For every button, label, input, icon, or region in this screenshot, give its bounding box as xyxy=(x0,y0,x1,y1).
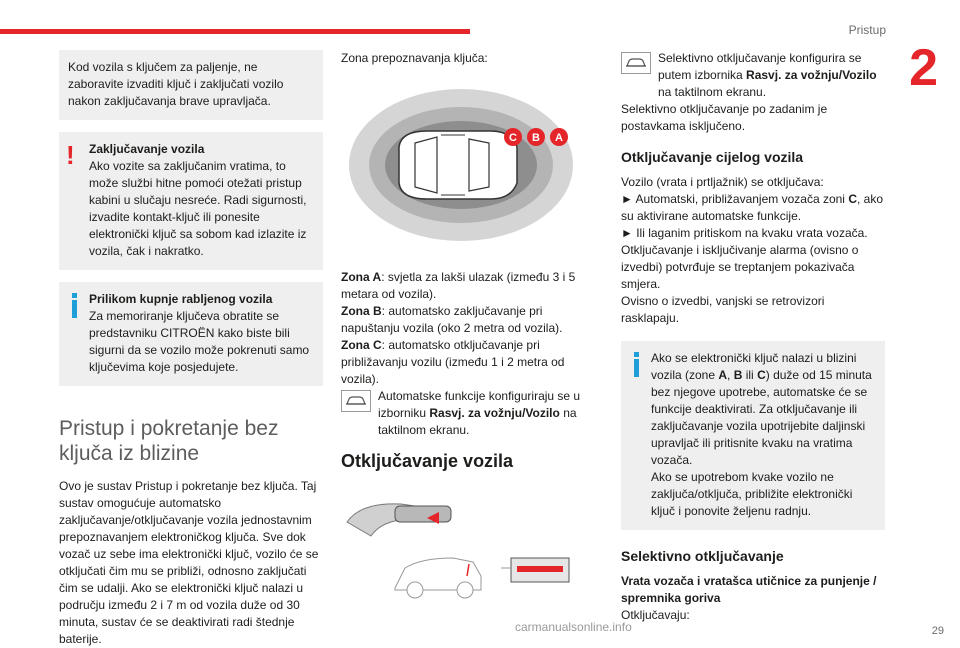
column-middle xyxy=(341,50,581,609)
info-box xyxy=(59,282,323,386)
intro-paragraph: Ovo je sustav Pristup i pokretanje bez ključa. Taj sustav omogućuje automatsko zaključavanje/otključavanje vozila jednostavnim prepoznavanjem elektroničkog ključa. Sve dok vozač uz sebe ima elektronički ključ, vozilo će se otključati čim mu se približi, odnosno zaključati čim se udalji. Ako se elektronički ključ nalazi u području između 2 i 7 m od vozila duže od 30 minuta, sustav će se deaktivirati radi štednje baterije. xyxy=(59,479,319,646)
warning-title: Zaključavanje vozila xyxy=(89,142,205,156)
info-zones-second: Ako se upotrebom kvake vozilo ne zaključa/otključa, približite elektronički ključ i ponovite željenu radnju. xyxy=(651,470,853,518)
selective-subheading: Vrata vozača i vratašca utičnice za punjenje / spremnika goriva xyxy=(621,574,877,605)
zone-b-desc: Zona B: automatsko zaključavanje pri napuštanju vozila (oko 2 metra od vozila). xyxy=(341,304,563,335)
selective-heading: Selektivno otključavanje xyxy=(621,548,784,564)
header-accent-bar xyxy=(0,29,470,34)
config-note: Automatske funkcije konfiguriraju se u izborniku Rasvj. za vožnju/Vozilo na taktilnom ekranu. xyxy=(341,388,581,439)
zone-marker-a: A xyxy=(555,132,563,144)
section-header-title: Pristup xyxy=(848,23,886,37)
info-icon xyxy=(630,352,643,378)
watermark: carmanualsonline.info xyxy=(515,620,632,634)
selective-config-note: Selektivno otključavanje konfigurira se putem izbornika Rasvj. za vožnju/Vozilo na taktilnom ekranu. xyxy=(621,50,885,101)
selective-default: Selektivno otključavanje po zadanim je postavkama isključeno. xyxy=(621,102,828,133)
door-handle-illustration xyxy=(341,484,581,604)
bullet-handle: ► Ili laganim pritiskom na kvaku vrata vozača. xyxy=(621,226,868,240)
zone-markers xyxy=(504,128,568,146)
zone-marker-c: C xyxy=(509,132,517,144)
warning-icon: ! xyxy=(66,140,75,170)
column-left xyxy=(59,50,323,648)
chapter-number: 2 xyxy=(909,39,938,97)
section-title: Pristup i pokretanje bez ključa iz blizine xyxy=(59,417,279,465)
mirrors-text: Ovisno o izvedbi, vanjski se retrovizori rasklapaju. xyxy=(621,294,825,325)
info-body: Za memoriranje ključeva obratite se predstavniku CITROËN kako biste bili sigurni da se vozilo može pokrenuti samo ključevima koje posjedujete. xyxy=(89,309,310,374)
warning-body: Ako vozite sa zaključanim vratima, to može službi hitne pomoći otežati pristup kabini u slučaju nesreće. Radi sigurnosti, izvadite kontakt-ključ ili ponesite elektronički ključ sa sobom kad izlazite iz vozila, čak i nakratko. xyxy=(89,159,307,258)
info-icon xyxy=(68,293,81,319)
car-top-view-icon xyxy=(399,131,517,199)
zone-marker-b: B xyxy=(532,132,540,144)
warning-box xyxy=(59,132,323,270)
note-box xyxy=(59,50,323,120)
car-settings-icon xyxy=(341,390,371,412)
car-settings-icon xyxy=(621,52,651,74)
info-zones-text: Ako se elektronički ključ nalazi u blizini vozila (zone A, B ili C) duže od 15 minuta bez njegove upotrebe, automatske će se funkcije deaktivirati. Za otključavanje ili zaključavanje vozila upotrijebite daljinski upravljač ili pritisnite kvaku na vratima vozača. xyxy=(651,351,872,467)
bullet-automatic: ► Automatski, približavanjem vozača zoni C, ako su aktivirane automatske funkcije. xyxy=(621,192,883,223)
unlock-heading: Otključavanje vozila xyxy=(341,451,514,471)
zone-a-desc: Zona A: svjetla za lakši ulazak (između 3 i 5 metara od vozila). xyxy=(341,270,576,301)
info-box-zones xyxy=(621,341,885,530)
alarm-text: Otključavanje i isključivanje alarma (ovisno o izvedbi) potvrđuje se treptanjem pokazivača smjera. xyxy=(621,243,859,291)
unlock-intro: Vozilo (vrata i prtljažnik) se otključava: xyxy=(621,175,824,189)
zone-c-desc: Zona C: automatsko otključavanje pri približavanju vozilu (između 1 i 2 metra od vozila). xyxy=(341,338,565,386)
key-zone-diagram xyxy=(341,87,581,252)
column-right xyxy=(621,50,885,624)
full-unlock-heading: Otključavanje cijelog vozila xyxy=(621,149,804,165)
info-title: Prilikom kupnje rabljenog vozila xyxy=(89,292,273,306)
page-number: 29 xyxy=(931,625,944,637)
unlocking-label: Otključavaju: xyxy=(621,608,690,622)
zones-label: Zona prepoznavanja ključa: xyxy=(341,51,488,65)
note-text: Kod vozila s ključem za paljenje, ne zaboravite izvaditi ključ i zaključati vozilo nakon zaključavanja brave upravljača. xyxy=(68,60,284,108)
